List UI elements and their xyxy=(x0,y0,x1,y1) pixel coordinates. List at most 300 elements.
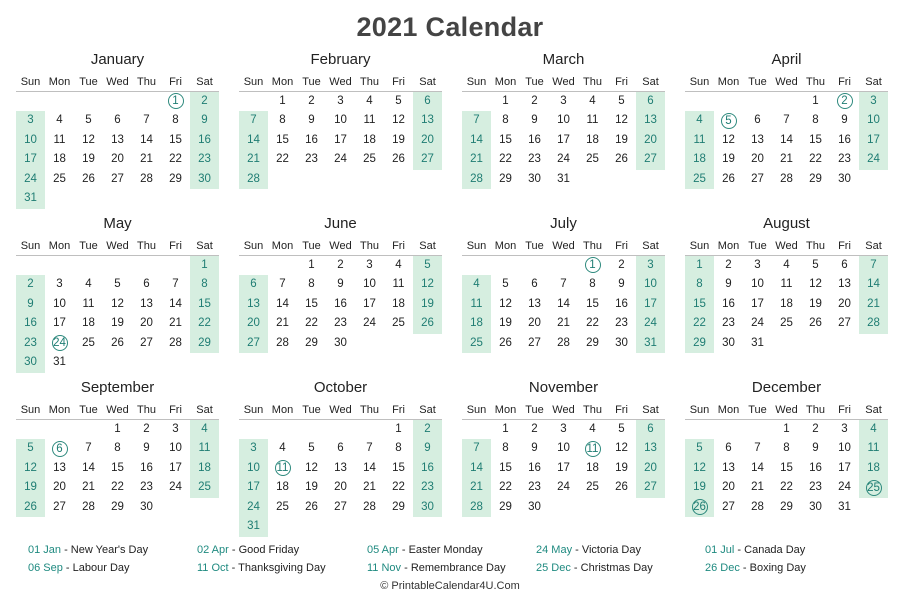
day-cell: 5 xyxy=(413,256,442,276)
day-cell: 9 xyxy=(841,114,848,126)
day-cell: 17 xyxy=(239,478,268,498)
weekday-header: Sat xyxy=(859,400,888,420)
empty-day-cell xyxy=(132,92,161,112)
holiday-date: 11 Oct xyxy=(197,562,229,574)
day-cell: 15 xyxy=(169,133,182,146)
day-cell: 1 xyxy=(783,422,790,435)
day-cell: 4 xyxy=(279,442,286,454)
empty-day-cell xyxy=(549,256,578,276)
day-cell: 31 xyxy=(53,356,66,368)
day-cell: 20 xyxy=(722,481,735,493)
day-cell: 23 xyxy=(528,153,541,165)
day-cell xyxy=(161,92,190,112)
day-cell: 29 xyxy=(305,336,318,349)
holiday-item xyxy=(705,559,806,577)
day-cell: 30 xyxy=(190,170,219,190)
holiday-marker: 2 xyxy=(837,93,853,109)
day-cell: 16 xyxy=(809,461,822,474)
day-cell: 22 xyxy=(276,153,289,165)
holiday-marker: 26 xyxy=(693,501,706,513)
holiday-item xyxy=(536,559,653,577)
weekday-header: Wed xyxy=(772,400,801,420)
holiday-item xyxy=(28,541,148,559)
day-cell: 15 xyxy=(111,461,124,474)
day-cell: 15 xyxy=(809,133,822,146)
day-cell: 2 xyxy=(16,275,45,295)
day-cell: 10 xyxy=(859,111,888,131)
holiday-date: 26 Dec xyxy=(705,562,740,574)
weekday-header: Thu xyxy=(801,72,830,92)
day-cell: 17 xyxy=(53,317,66,329)
day-cell: 25 xyxy=(392,317,405,329)
day-cell: 24 xyxy=(859,150,888,170)
day-cell: 5 xyxy=(114,278,121,290)
day-cell: 21 xyxy=(751,481,764,493)
weekday-header: Fri xyxy=(830,72,859,92)
day-cell: 18 xyxy=(276,481,289,493)
day-cell: 7 xyxy=(754,442,761,454)
empty-day-cell xyxy=(103,256,132,276)
day-cell: 1 xyxy=(190,256,219,276)
day-cell: 22 xyxy=(305,317,318,329)
day-cell: 17 xyxy=(16,150,45,170)
day-cell: 24 xyxy=(334,153,347,165)
day-cell: 31 xyxy=(838,500,851,513)
day-cell: 30 xyxy=(140,500,153,513)
day-cell: 30 xyxy=(722,336,735,349)
day-cell: 28 xyxy=(276,336,289,349)
day-cell: 23 xyxy=(140,481,153,493)
day-cell: 17 xyxy=(363,297,376,310)
day-cell: 5 xyxy=(502,278,509,290)
day-cell: 13 xyxy=(413,111,442,131)
weekday-header: Fri xyxy=(161,400,190,420)
day-cell: 24 xyxy=(239,498,268,518)
empty-day-cell xyxy=(268,420,297,440)
day-cell: 22 xyxy=(499,481,512,493)
holiday-name: - Remembrance Day xyxy=(401,562,506,574)
day-cell: 10 xyxy=(557,442,570,454)
day-cell: 20 xyxy=(111,153,124,165)
day-cell: 3 xyxy=(636,256,665,276)
day-cell: 27 xyxy=(751,172,764,185)
day-cell: 26 xyxy=(305,500,318,513)
day-cell: 31 xyxy=(239,517,268,537)
day-cell: 6 xyxy=(143,278,150,290)
empty-day-cell xyxy=(16,92,45,112)
day-cell: 27 xyxy=(722,500,735,513)
day-cell: 15 xyxy=(499,133,512,146)
month-days-grid xyxy=(462,400,665,517)
day-cell: 13 xyxy=(636,439,665,459)
day-cell: 31 xyxy=(557,172,570,185)
weekday-header: Thu xyxy=(578,400,607,420)
day-cell: 4 xyxy=(685,111,714,131)
day-cell: 23 xyxy=(722,317,735,329)
day-cell: 27 xyxy=(413,150,442,170)
day-cell: 2 xyxy=(413,420,442,440)
day-cell: 14 xyxy=(859,275,888,295)
day-cell: 22 xyxy=(809,153,822,165)
day-cell: 3 xyxy=(754,258,761,271)
day-cell xyxy=(830,92,859,112)
day-cell: 4 xyxy=(859,420,888,440)
day-cell: 3 xyxy=(560,422,567,435)
day-cell: 16 xyxy=(528,133,541,146)
day-cell: 28 xyxy=(363,500,376,513)
day-cell xyxy=(578,256,607,276)
day-cell: 16 xyxy=(722,297,735,310)
holiday-item xyxy=(536,541,641,559)
weekday-header: Tue xyxy=(74,400,103,420)
weekday-header: Sat xyxy=(190,400,219,420)
day-cell: 2 xyxy=(337,258,344,271)
day-cell: 29 xyxy=(780,500,793,513)
weekday-header: Fri xyxy=(161,236,190,256)
day-cell: 17 xyxy=(636,295,665,315)
weekday-header: Sun xyxy=(16,236,45,256)
weekday-header: Fri xyxy=(161,72,190,92)
weekday-header: Thu xyxy=(132,400,161,420)
weekday-header: Tue xyxy=(74,236,103,256)
day-cell: 10 xyxy=(53,297,66,310)
weekday-header: Sat xyxy=(859,72,888,92)
day-cell: 22 xyxy=(111,481,124,493)
day-cell: 13 xyxy=(751,133,764,146)
day-cell: 20 xyxy=(528,317,541,329)
day-cell: 13 xyxy=(838,278,851,290)
day-cell: 12 xyxy=(722,133,735,146)
day-cell: 6 xyxy=(725,442,732,454)
day-cell: 18 xyxy=(190,459,219,479)
day-cell: 12 xyxy=(615,114,628,126)
weekday-header: Tue xyxy=(297,400,326,420)
weekday-header: Sat xyxy=(190,236,219,256)
day-cell: 15 xyxy=(685,295,714,315)
weekday-header: Mon xyxy=(268,72,297,92)
weekday-header: Wed xyxy=(549,72,578,92)
day-cell: 3 xyxy=(841,422,848,435)
day-cell: 28 xyxy=(82,500,95,513)
day-cell: 26 xyxy=(82,172,95,185)
day-cell: 7 xyxy=(859,256,888,276)
day-cell: 28 xyxy=(140,172,153,185)
holiday-name: - Labour Day xyxy=(62,562,130,574)
month-days-grid xyxy=(462,236,665,353)
holiday-marker: 11 xyxy=(585,441,601,457)
day-cell: 5 xyxy=(685,439,714,459)
weekday-header: Sat xyxy=(413,72,442,92)
day-cell: 7 xyxy=(172,278,179,290)
month-name: August xyxy=(763,215,810,232)
day-cell: 3 xyxy=(859,92,888,112)
day-cell: 2 xyxy=(190,92,219,112)
weekday-header: Sun xyxy=(16,72,45,92)
day-cell: 14 xyxy=(462,131,491,151)
weekday-header: Sat xyxy=(413,400,442,420)
day-cell: 27 xyxy=(636,478,665,498)
day-cell: 9 xyxy=(531,442,538,454)
day-cell: 8 xyxy=(589,278,596,290)
day-cell: 14 xyxy=(780,133,793,146)
weekday-header: Mon xyxy=(45,400,74,420)
day-cell: 26 xyxy=(392,153,405,165)
holiday-name: - Thanksgiving Day xyxy=(228,562,326,574)
day-cell: 24 xyxy=(557,153,570,165)
day-cell: 27 xyxy=(111,172,124,185)
day-cell: 2 xyxy=(308,94,315,107)
weekday-header: Tue xyxy=(520,400,549,420)
day-cell: 1 xyxy=(685,256,714,276)
day-cell: 1 xyxy=(279,94,286,107)
day-cell: 9 xyxy=(16,295,45,315)
weekday-header: Wed xyxy=(103,236,132,256)
footer-copyright: © PrintableCalendar4U.Com xyxy=(380,580,520,592)
empty-day-cell xyxy=(685,420,714,440)
day-cell: 11 xyxy=(190,439,219,459)
day-cell: 13 xyxy=(722,461,735,474)
month-may xyxy=(16,212,219,373)
day-cell: 20 xyxy=(636,459,665,479)
day-cell: 7 xyxy=(366,442,373,454)
day-cell: 12 xyxy=(809,278,822,290)
day-cell: 25 xyxy=(780,317,793,329)
weekday-header: Wed xyxy=(549,400,578,420)
month-name: January xyxy=(90,51,145,68)
empty-day-cell xyxy=(16,420,45,440)
day-cell: 12 xyxy=(685,459,714,479)
day-cell: 21 xyxy=(557,317,570,329)
day-cell: 10 xyxy=(363,278,376,290)
holiday-item xyxy=(197,559,326,577)
day-cell: 8 xyxy=(190,275,219,295)
weekday-header: Mon xyxy=(714,400,743,420)
weekday-header: Thu xyxy=(132,236,161,256)
month-name: November xyxy=(528,379,599,396)
day-cell: 3 xyxy=(239,439,268,459)
day-cell: 10 xyxy=(557,114,570,126)
day-cell: 11 xyxy=(82,297,95,310)
month-name: April xyxy=(771,51,802,68)
empty-day-cell xyxy=(74,420,103,440)
holiday-date: 01 Jan xyxy=(28,544,62,556)
day-cell: 30 xyxy=(16,353,45,373)
weekday-header: Tue xyxy=(520,236,549,256)
weekday-header: Thu xyxy=(801,236,830,256)
day-cell: 19 xyxy=(413,295,442,315)
month-june xyxy=(239,212,442,353)
day-cell: 13 xyxy=(334,461,347,474)
day-cell: 11 xyxy=(363,114,376,126)
weekday-header: Wed xyxy=(326,400,355,420)
weekday-header: Mon xyxy=(491,72,520,92)
day-cell: 24 xyxy=(751,317,764,329)
holiday-date: 24 May xyxy=(536,544,573,556)
day-cell: 25 xyxy=(462,334,491,354)
day-cell: 15 xyxy=(305,297,318,310)
day-cell: 30 xyxy=(615,336,628,349)
day-cell: 27 xyxy=(528,336,541,349)
day-cell: 23 xyxy=(809,481,822,493)
day-cell: 19 xyxy=(615,461,628,474)
day-cell: 10 xyxy=(751,278,764,290)
day-cell: 11 xyxy=(392,278,405,290)
month-name: June xyxy=(324,215,357,232)
day-cell: 18 xyxy=(392,297,405,310)
weekday-header: Mon xyxy=(491,400,520,420)
day-cell: 5 xyxy=(618,94,625,107)
day-cell: 4 xyxy=(85,278,92,290)
weekday-header: Mon xyxy=(268,236,297,256)
day-cell: 31 xyxy=(636,334,665,354)
holiday-marker: 24 xyxy=(53,337,66,349)
weekday-header: Mon xyxy=(45,72,74,92)
weekday-header: Fri xyxy=(607,236,636,256)
holiday-marker: 1 xyxy=(585,257,601,273)
day-cell: 11 xyxy=(859,439,888,459)
day-cell: 12 xyxy=(413,275,442,295)
day-cell: 4 xyxy=(589,94,596,107)
day-cell: 12 xyxy=(392,114,405,126)
day-cell: 10 xyxy=(16,131,45,151)
day-cell: 12 xyxy=(615,442,628,454)
weekday-header: Fri xyxy=(607,400,636,420)
day-cell: 22 xyxy=(586,317,599,329)
day-cell: 8 xyxy=(172,114,179,126)
day-cell: 19 xyxy=(685,478,714,498)
weekday-header: Thu xyxy=(355,236,384,256)
month-days-grid xyxy=(685,400,888,517)
day-cell xyxy=(268,459,297,479)
holiday-marker: 25 xyxy=(867,481,880,494)
month-days-grid xyxy=(239,72,442,189)
day-cell: 4 xyxy=(366,94,373,107)
weekday-header: Wed xyxy=(549,236,578,256)
month-july xyxy=(462,212,665,353)
day-cell: 27 xyxy=(838,317,851,329)
holiday-item xyxy=(367,541,483,559)
day-cell: 26 xyxy=(722,172,735,185)
holiday-name: - Easter Monday xyxy=(398,544,483,556)
weekday-header: Fri xyxy=(607,72,636,92)
month-august xyxy=(685,212,888,353)
empty-day-cell xyxy=(462,256,491,276)
day-cell: 26 xyxy=(615,153,628,165)
weekday-header: Sun xyxy=(685,400,714,420)
day-cell: 11 xyxy=(780,278,793,290)
day-cell: 22 xyxy=(190,314,219,334)
empty-day-cell xyxy=(520,256,549,276)
weekday-header: Sun xyxy=(16,400,45,420)
day-cell: 9 xyxy=(725,278,732,290)
holiday-name: - Victoria Day xyxy=(572,544,641,556)
month-name: February xyxy=(310,51,371,68)
weekday-header: Wed xyxy=(103,72,132,92)
empty-day-cell xyxy=(743,420,772,440)
day-cell: 25 xyxy=(53,172,66,185)
holiday-date: 02 Apr xyxy=(197,544,229,556)
day-cell: 26 xyxy=(16,498,45,518)
month-name: September xyxy=(80,379,155,396)
day-cell: 25 xyxy=(586,481,599,493)
month-name: July xyxy=(550,215,577,232)
holiday-name: - Boxing Day xyxy=(739,562,806,574)
day-cell: 19 xyxy=(809,297,822,310)
day-cell: 6 xyxy=(531,278,538,290)
day-cell xyxy=(45,334,74,354)
month-days-grid xyxy=(685,236,888,353)
day-cell: 12 xyxy=(111,297,124,310)
day-cell: 23 xyxy=(413,478,442,498)
day-cell: 19 xyxy=(16,478,45,498)
day-cell: 10 xyxy=(838,442,851,454)
day-cell: 30 xyxy=(528,172,541,185)
day-cell: 21 xyxy=(859,295,888,315)
day-cell: 18 xyxy=(462,314,491,334)
weekday-header: Sun xyxy=(239,72,268,92)
day-cell: 27 xyxy=(239,334,268,354)
day-cell: 10 xyxy=(334,114,347,126)
day-cell: 11 xyxy=(53,133,66,146)
weekday-header: Wed xyxy=(772,72,801,92)
day-cell: 19 xyxy=(499,317,512,329)
day-cell: 7 xyxy=(143,114,150,126)
day-cell: 1 xyxy=(395,422,402,435)
holiday-item xyxy=(367,559,506,577)
holiday-name: - Canada Day xyxy=(734,544,806,556)
holiday-marker: 5 xyxy=(721,113,737,129)
day-cell: 7 xyxy=(462,111,491,131)
day-cell: 16 xyxy=(190,131,219,151)
day-cell xyxy=(578,439,607,459)
day-cell: 10 xyxy=(636,275,665,295)
day-cell: 28 xyxy=(859,314,888,334)
day-cell: 16 xyxy=(528,461,541,474)
day-cell: 6 xyxy=(636,420,665,440)
day-cell: 4 xyxy=(783,258,790,271)
day-cell: 19 xyxy=(722,153,735,165)
day-cell: 29 xyxy=(392,500,405,513)
day-cell: 29 xyxy=(111,500,124,513)
day-cell: 12 xyxy=(82,133,95,146)
day-cell: 14 xyxy=(140,133,153,146)
empty-day-cell xyxy=(326,420,355,440)
day-cell: 11 xyxy=(685,131,714,151)
month-name: December xyxy=(751,379,822,396)
day-cell: 25 xyxy=(82,336,95,349)
empty-day-cell xyxy=(45,92,74,112)
day-cell: 25 xyxy=(190,478,219,498)
day-cell: 9 xyxy=(531,114,538,126)
day-cell: 6 xyxy=(337,442,344,454)
weekday-header: Fri xyxy=(384,400,413,420)
month-days-grid xyxy=(239,236,442,353)
day-cell: 18 xyxy=(586,133,599,146)
empty-day-cell xyxy=(714,92,743,112)
empty-day-cell xyxy=(45,420,74,440)
day-cell: 8 xyxy=(395,442,402,454)
weekday-header: Mon xyxy=(491,236,520,256)
day-cell: 10 xyxy=(169,442,182,454)
empty-day-cell xyxy=(74,92,103,112)
day-cell: 20 xyxy=(53,481,66,493)
holiday-item xyxy=(197,541,299,559)
holiday-item xyxy=(705,541,805,559)
day-cell: 17 xyxy=(751,297,764,310)
day-cell: 8 xyxy=(783,442,790,454)
day-cell: 2 xyxy=(618,258,625,271)
day-cell: 9 xyxy=(618,278,625,290)
